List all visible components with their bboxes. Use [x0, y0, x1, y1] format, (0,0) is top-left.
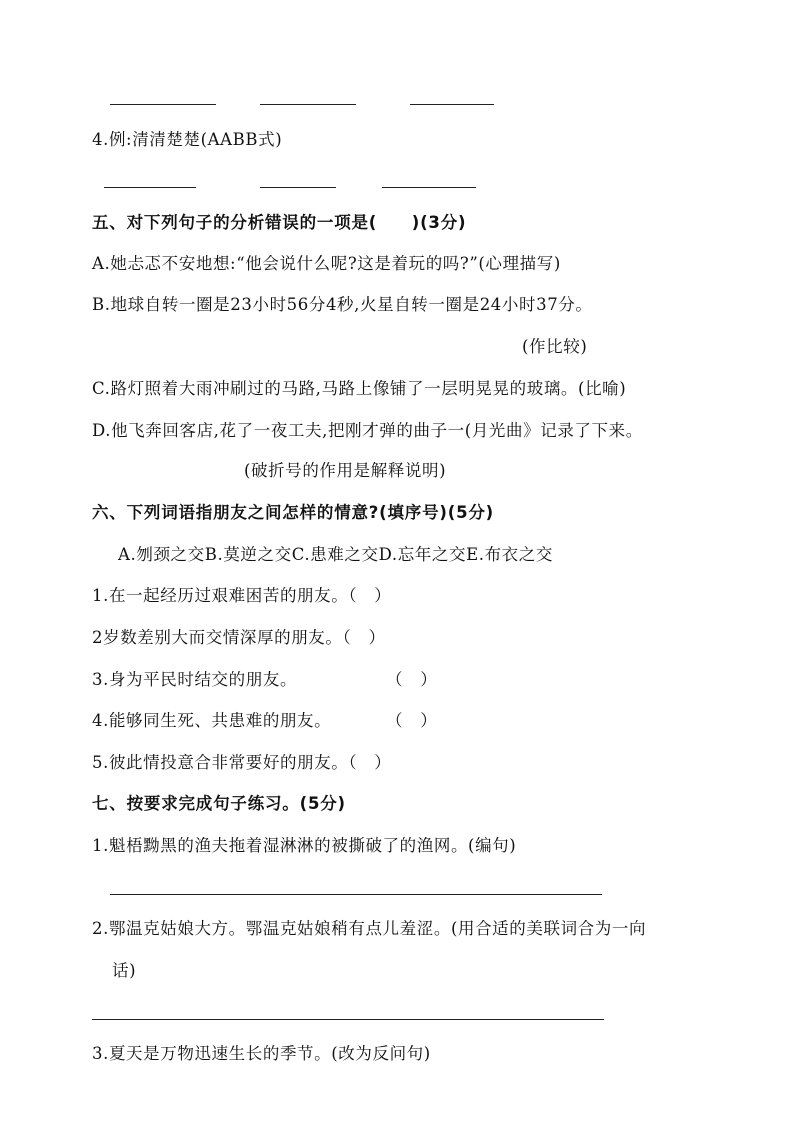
- option-d-note: (破折号的作用是解释说明): [244, 461, 447, 480]
- answer-line[interactable]: [110, 894, 602, 895]
- list-item: 1.在一起经历过艰难困苦的朋友。（ ）: [92, 586, 392, 605]
- list-item: 3.身为平民时结交的朋友。: [92, 670, 298, 689]
- question-item: 3.夏天是万物迅速生长的季节。(改为反问句): [92, 1044, 431, 1063]
- option-b: B.地球自转一圈是23小时56分4秒,火星自转一圈是24小时37分。: [92, 295, 593, 314]
- question-item: 1.魁梧黝黑的渔夫拖着湿淋淋的被撕破了的渔网。(编句): [92, 836, 517, 855]
- word-choices: A.刎颈之交B.莫逆之交C.患难之交D.忘年之交E.布衣之交: [118, 545, 553, 564]
- answer-blank[interactable]: [260, 187, 336, 188]
- answer-paren[interactable]: （ ）: [386, 670, 438, 689]
- option-c: C.路灯照着大雨冲刷过的马路,马路上像铺了一层明晃晃的玻璃。(比喻): [92, 379, 627, 398]
- option-a: A.她忐忑不安地想:“他会说什么呢?这是着玩的吗?”(心理描写): [92, 254, 561, 273]
- list-item: 2岁数差别大而交情深厚的朋友。（ ）: [92, 628, 386, 647]
- answer-blank[interactable]: [382, 187, 476, 188]
- option-d: D.他飞奔回客店,花了一夜工夫,把刚才弹的曲子一(月光曲》记录了下来。: [92, 421, 643, 440]
- answer-blank[interactable]: [104, 187, 196, 188]
- section-heading: 六、下列词语指朋友之间怎样的情意?(填序号)(5分): [92, 503, 495, 522]
- question-item: 2.鄂温克姑娘大方。鄂温克姑娘稍有点儿羞涩。(用合适的美联词合为一向: [92, 919, 647, 938]
- answer-line[interactable]: [92, 1019, 604, 1020]
- list-item: 4.能够同生死、共患难的朋友。: [92, 711, 332, 730]
- answer-blank[interactable]: [110, 104, 216, 105]
- section-heading: 五、对下列句子的分析错误的一项是( )(3分): [92, 213, 467, 232]
- answer-blank[interactable]: [260, 104, 356, 105]
- question-item-continued: 话): [112, 961, 137, 980]
- option-b-note: (作比较): [522, 337, 588, 356]
- question-item: 4.例:清清楚楚(AABB式): [92, 130, 283, 149]
- section-heading: 七、按要求完成句子练习。(5分): [92, 794, 346, 813]
- answer-paren[interactable]: （ ）: [386, 711, 438, 730]
- answer-blank[interactable]: [410, 104, 494, 105]
- list-item: 5.彼此情投意合非常要好的朋友。（ ）: [92, 753, 392, 772]
